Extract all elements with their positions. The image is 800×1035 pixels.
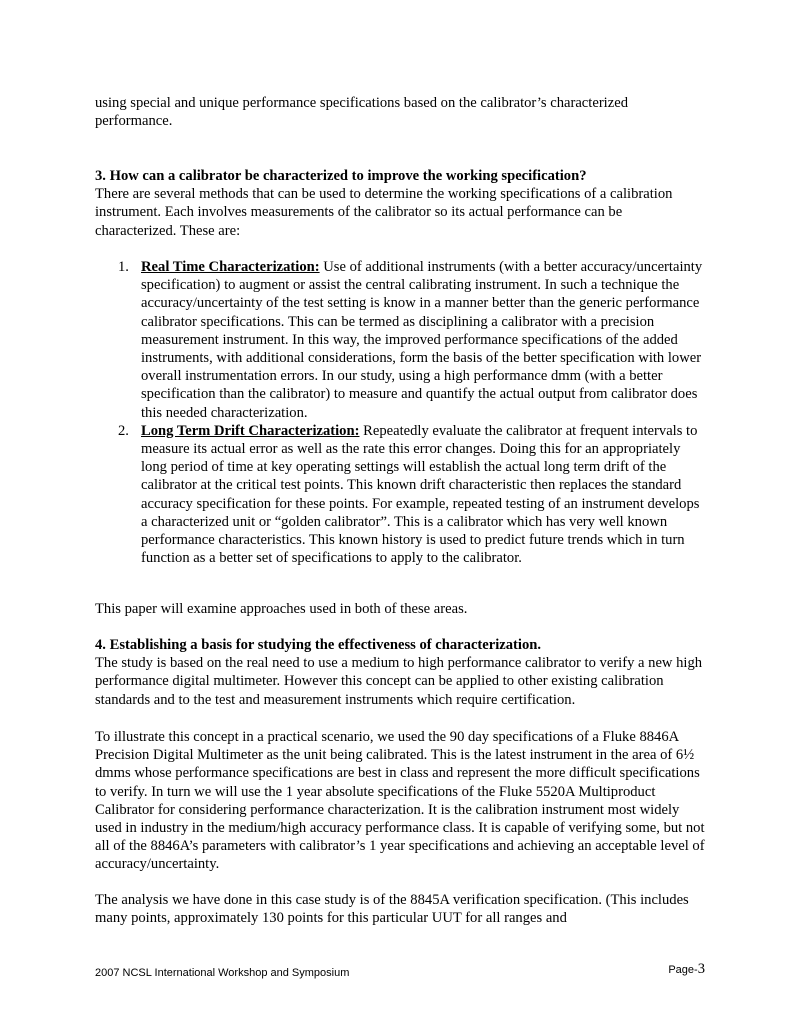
section-4 xyxy=(95,636,707,709)
section-4-paragraph-2: To illustrate this concept in a practical scenario, we used the 90 day specifications of a Fluke 8846A Precision Digital Multimeter as the unit being calibrated. This is the latest instrument in the area of 6½ dmms whose performance specifications are best in class and represent the more difficult specifications to verify. In turn we will use the 1 year absolute specifications of the Fluke 5520A Multiproduct Calibrator for considering performance characterization. It is the calibration instrument most widely used in industry in the medium/high accuracy performance class. It is capable of verifying some, but not all of the 8846A’s parameters with calibrator’s 1 year specifications and achieving an acceptable level of accuracy/uncertainty. xyxy=(95,729,705,873)
list-item-number: 2. xyxy=(118,422,129,439)
footer-page-number: 3 xyxy=(697,961,705,977)
footer-page-label: Page- xyxy=(668,964,698,976)
footer-conference-name: 2007 NCSL International Workshop and Symposium xyxy=(95,967,350,979)
list-item-term: Real Time Characterization: xyxy=(141,259,320,275)
list-item xyxy=(95,422,707,568)
section-3 xyxy=(95,167,707,240)
section-4-paragraph-3: The analysis we have done in this case study is of the 8845A verification specification. (This includes many points, approximately 130 points for this particular UUT for all ranges and xyxy=(95,892,689,927)
intro-continuation-text: using special and unique performance specifications based on the calibrator’s characterized performance. xyxy=(95,95,628,130)
section-3-heading: 3. How can a calibrator be characterized to improve the working specification? xyxy=(95,168,587,184)
characterization-methods-list xyxy=(95,258,707,567)
section-3-closing-paragraph xyxy=(95,600,707,618)
section-4-paragraph-3-block xyxy=(95,891,707,927)
list-item-text: Repeatedly evaluate the calibrator at frequent intervals to measure its actual error as well as the rate this error changes. Doing this for an appropriately long period of time at key operating settings will establish the actual long term drift of the calibrator at the critical test points. This known drift characteristic then replaces the standard accuracy specification for these points. For example, repeated testing of an instrument develops a characterized unit or “golden calibrator”. This is a calibrator which has very well known performance characteristics. This known history is used to predict future trends which in turn function as a better set of specifications to apply to the calibrator. xyxy=(141,422,700,567)
section-3-closing-text: This paper will examine approaches used in both of these areas. xyxy=(95,601,468,617)
section-4-heading: 4. Establishing a basis for studying the effectiveness of characterization. xyxy=(95,637,542,653)
footer-page-indicator xyxy=(668,960,705,979)
section-3-paragraph: There are several methods that can be used to determine the working specifications of a calibration instrument. Each involves measurements of the calibrator so its actual performance can be characterized. These are: xyxy=(95,186,673,239)
intro-continuation-paragraph xyxy=(95,94,707,130)
list-item-term: Long Term Drift Characterization: xyxy=(141,422,360,439)
list-item xyxy=(95,258,707,422)
section-4-paragraph-2-block xyxy=(95,728,707,874)
list-item-text: Use of additional instruments (with a better accuracy/uncertainty specification) to augment or assist the central calibrating instrument. In such a technique the accuracy/uncertainty of the test setting is know in a manner better than the generic performance calibrator specifications. This can be termed as disciplining a calibrator with a precision measurement instrument. In this way, the improved performance specifications of the added instruments, with additional considerations, form the basis of the better specification with lower overall instrumentation errors. In our study, using a high performance dmm (with a better specification than the calibrator) to measure and quantify the actual output from calibrator does this needed characterization. xyxy=(141,259,703,421)
list-item-number: 1. xyxy=(118,259,129,275)
section-4-paragraph-1: The study is based on the real need to use a medium to high performance calibrator to verify a new high performance digital multimeter. However this concept can be applied to other existing calibration standards and to the test and measurement instruments which require certification. xyxy=(95,655,703,708)
